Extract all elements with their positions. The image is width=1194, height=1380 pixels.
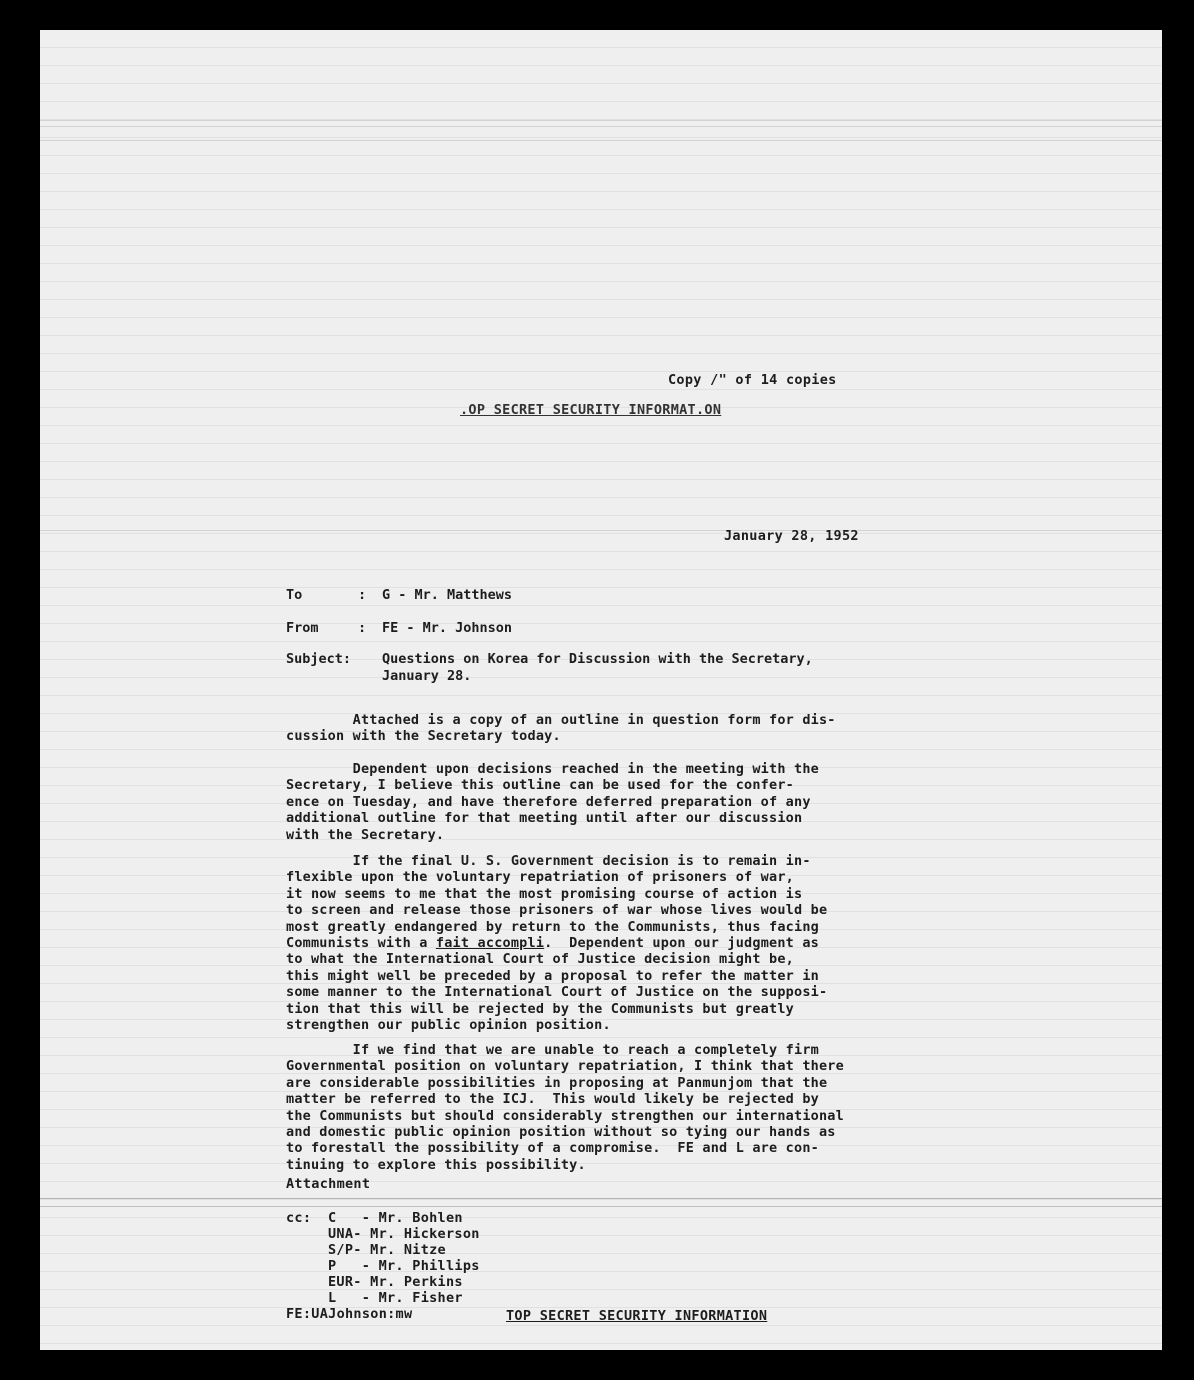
- cc-item-perkins: EUR- Mr. Perkins: [328, 1274, 463, 1290]
- cc-item-fisher: L - Mr. Fisher: [328, 1290, 463, 1306]
- from-value: FE - Mr. Johnson: [382, 620, 513, 636]
- fait-accompli-phrase: fait accompli: [435, 935, 545, 952]
- subject-label: Subject:: [286, 651, 352, 667]
- to-separator: :: [358, 587, 367, 603]
- cc-item-bohlen: C - Mr. Bohlen: [328, 1210, 463, 1226]
- memo-date: January 28, 1952: [724, 528, 859, 544]
- paragraph-4: If we find that we are unable to reach a completely firm Governmental position on voluntary repatriation, I think that there are considerable possibilities in proposing at Panmunjom that the matter be referred to the ICJ. This would likely be rejected by the Communists but should considerably strengthen our international and domestic public opinion position without so tying our hands as to forestall the possibility of a compromise. FE and L are con- tinuing to explore this possibility.: [286, 1042, 844, 1173]
- classification-top: .OP SECRET SECURITY INFORMAT.ON: [460, 402, 722, 418]
- paragraph-3-part-b: . Dependent upon our judgment as to what the International Court of Justice decision might be, this might well be preceded by a proposal to refer the matter in some manner to the International Court of Justice on the supposi- tion that this will be rejected by the Communists but greatly strengthen our public opinion position.: [286, 935, 828, 1034]
- paragraph-2: Dependent upon decisions reached in the meeting with the Secretary, I believe this outline can be used for the confer- ence on Tuesday, and have therefore deferred preparation of any additional outline for that meeting until after our discussion with the Secretary.: [286, 761, 819, 843]
- from-label: From: [286, 620, 319, 636]
- subject-value: Questions on Korea for Discussion with the Secretary, January 28.: [382, 651, 813, 684]
- cc-item-phillips: P - Mr. Phillips: [328, 1258, 480, 1274]
- cc-label: cc:: [286, 1210, 312, 1226]
- cc-item-nitze: S/P- Mr. Nitze: [328, 1242, 446, 1258]
- from-separator: :: [358, 620, 367, 636]
- classification-bottom: TOP SECRET SECURITY INFORMATION: [506, 1308, 768, 1324]
- paragraph-3: [286, 853, 916, 1033]
- document-page: [40, 30, 1162, 1350]
- copy-number-line: Copy /" of 14 copies: [668, 372, 837, 388]
- paragraph-1: Attached is a copy of an outline in question form for dis- cussion with the Secretary today.: [286, 712, 836, 745]
- to-value: G - Mr. Matthews: [382, 587, 513, 603]
- attachment-label: Attachment: [286, 1176, 371, 1192]
- to-label: To: [286, 587, 303, 603]
- paragraph-3-part-a: If the final U. S. Government decision is to remain in- flexible upon the voluntary repatriation of prisoners of war, it now seems to me that the most promising course of action is to screen and release those prisoners of war whose lives would be most greatly endangered by return to the Communists, thus facing Communists with a: [286, 853, 828, 952]
- drafter-initials: FE:UAJohnson:mw: [286, 1306, 413, 1322]
- cc-item-hickerson: UNA- Mr. Hickerson: [328, 1226, 480, 1242]
